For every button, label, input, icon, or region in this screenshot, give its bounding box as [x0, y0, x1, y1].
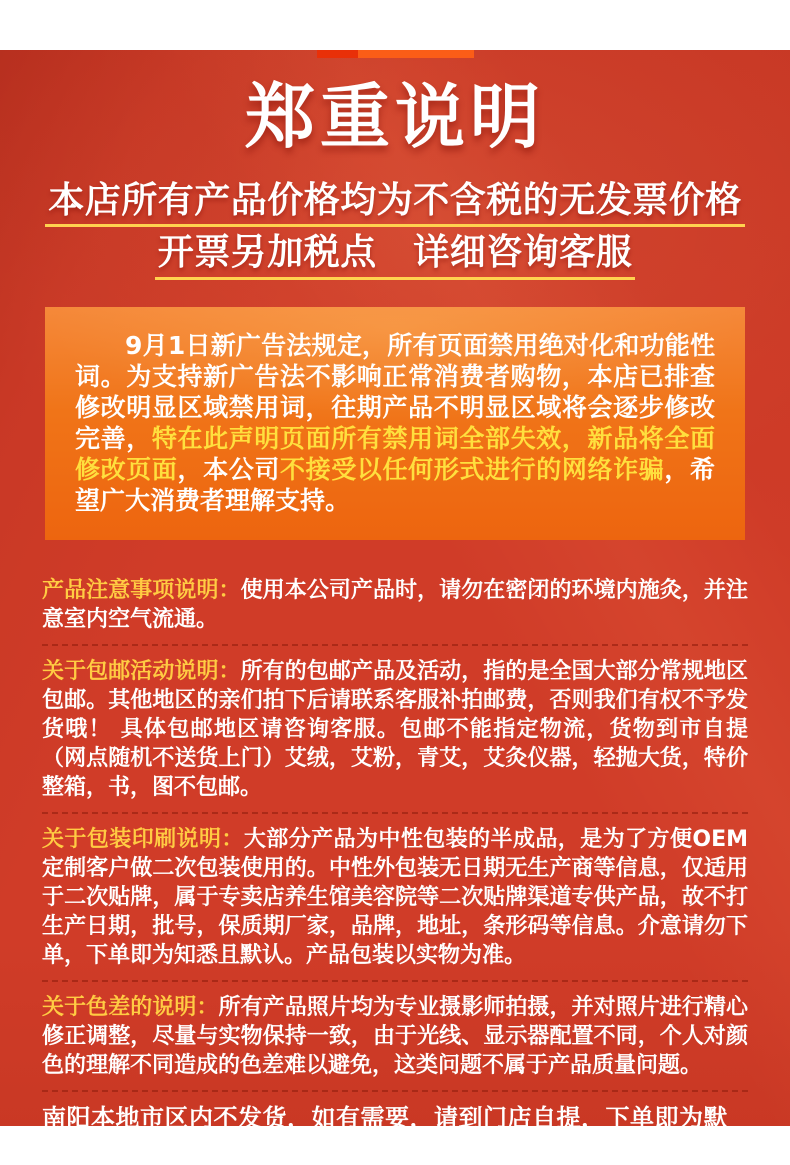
- section-color-difference: [42, 993, 748, 1080]
- notice-sections: [0, 576, 790, 1165]
- price-notice-line-2: 开票另加税点 详细咨询客服: [155, 232, 636, 279]
- section-free-shipping-body: 所有的包邮产品及活动，指的是全国大部分常规地区包邮。其他地区的亲们拍下后请联系客服补拍邮费，否则我们有权不予发货哦！ 具体包邮地区请咨询客服。包邮不能指定物流，货物到市自提（网点随机不送货上门）艾绒，艾粉，青艾，艾灸仪器，轻抛大货，特价整箱，书，图不包邮。: [42, 658, 748, 800]
- page-title: 郑重说明: [245, 76, 545, 158]
- dashed-divider: [42, 812, 748, 814]
- dashed-divider: [42, 644, 748, 646]
- law-notice-text-1: 9月1日新广告法规定，所有页面禁用绝对化和功能性词。为支持新广告法不影响正常消费者购物，本店已排查修改明显区域禁用词，往期产品不明显区域将会逐步修改完善，: [75, 330, 715, 453]
- section-product-caution-heading: 产品注意事项说明：: [42, 577, 241, 603]
- section-color-difference-heading: 关于色差的说明：: [42, 994, 219, 1020]
- deco-bar-orange-icon: [358, 50, 474, 58]
- price-notice-line-1: 本店所有产品价格均为不含税的无发票价格: [45, 180, 745, 227]
- section-packaging-print-heading: 关于包装印刷说明：: [42, 826, 244, 852]
- law-notice-text-2: ，本公司: [177, 454, 280, 484]
- header-decoration: [317, 50, 474, 58]
- section-free-shipping-heading: 关于包邮活动说明：: [42, 658, 241, 684]
- local-pickup-notice: 南阳本地市区内不发货，如有需要，请到门店自提，下单即为默认知悉！: [42, 1103, 728, 1163]
- deco-bar-dark-icon: [317, 50, 358, 58]
- dashed-divider: [42, 1090, 748, 1092]
- law-notice-highlight-1: 特在此声明页面所有禁用词全部失效，新品将全面修改页面: [75, 423, 715, 484]
- section-packaging-print: [42, 825, 748, 970]
- ad-law-notice-box: [45, 307, 745, 540]
- section-product-caution-body: 使用本公司产品时，请勿在密闭的环境内施灸，并注意室内空气流通。: [42, 577, 748, 632]
- section-packaging-print-body: 大部分产品为中性包装的半成品，是为了方便OEM定制客户做二次包装使用的。中性外包装无日期无生产商等信息，仅适用于二次贴牌，属于专卖店养生馆美容院等二次贴牌渠道专供产品，故不打生产日期，批号，保质期厂家，品牌，地址，条形码等信息。介意请勿下单，下单即为知悉且默认。产品包装以实物为准。: [42, 826, 748, 968]
- section-free-shipping: [42, 657, 748, 802]
- section-color-difference-body: 所有产品照片均为专业摄影师拍摄，并对照片进行精心修正调整，尽量与实物保持一致，由于光线、显示器配置不同，个人对颜色的理解不同造成的色差难以避免，这类问题不属于产品质量问题。: [42, 994, 748, 1078]
- law-notice-highlight-2: 不接受以任何形式进行的网络诈骗: [280, 454, 665, 484]
- law-notice-text-3: ，希望广大消费者理解支持。: [75, 454, 715, 515]
- statement-page: [0, 50, 790, 1163]
- price-notice: [0, 180, 790, 285]
- dashed-divider: [42, 980, 748, 982]
- section-product-caution: [42, 576, 748, 634]
